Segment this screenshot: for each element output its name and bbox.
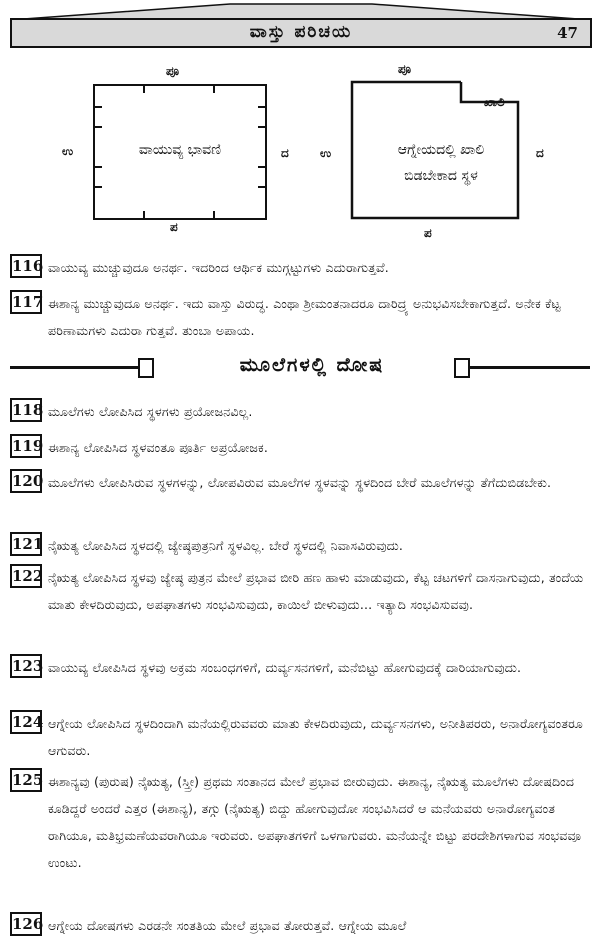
- page-number: 47: [557, 24, 578, 42]
- entry-text: ಈಶಾನ್ಯವು (ಪುರುಷ) ನೈಋತ್ಯ, (ಸ್ತ್ರೀ) ಪ್ರಥಮ ಸಂತಾನದ ಮೇಲೆ ಪ್ರಭಾವ ಬೀರುವುದು. ಈಶಾನ್ಯ, ನೈಋತ್ಯ ಮೂಲೆಗಳು ದೋಷದಿಂದ ಕೂಡಿದ್ದರೆ ಅಂದರೆ ಎತ್ತರ (ಈಶಾನ್ಯ), ತಗ್ಗು (ನೈಋತ್ಯ) ಬಿದ್ದು ಹೋಗುವುದೋ ಸಂಭವಿಸಿದರೆ ಆ ಮನೆಯವರು ಅನಾರೋಗ್ಯವಂತ ರಾಗಿಯೂ, ಮತಿಭ್ರಮಣೆಯವರಾಗಿಯೂ ಇರುವರು. ಅಪಘಾತಗಳಿಗೆ ಒಳಗಾಗುವರು. ಮನೆಯನ್ನೇ ಬಿಟ್ಟು ಪರದೇಶಿಗಳಾಗುವ ಸಂಭವವೂ ಉಂಟು.: [48, 774, 582, 870]
- entry-text: ಆಗ್ನೇಯ ಲೋಪಿಸಿದ ಸ್ಥಳದಿಂದಾಗಿ ಮನೆಯಲ್ಲಿರುವವರು ಮಾತು ಕೇಳದಿರುವುದು, ದುರ್ವ್ಯಸನಗಳು, ಅನೀತಿಪರರು, ಅನಾರೋಗ್ಯವಂತರೂ ಆಗುವರು.: [48, 716, 583, 758]
- page-title: ವಾಸ್ತು ಪರಿಚಯ: [249, 22, 353, 42]
- entry-number: 126: [10, 912, 42, 936]
- diagram-right-label-line1: ಆಗ್ನೇಯದಲ್ಲಿ ಖಾಲಿ: [397, 142, 485, 158]
- entry-118: [10, 398, 592, 425]
- entry-117: [10, 290, 592, 344]
- direction-east: ದ: [281, 146, 289, 160]
- entry-number: 125: [10, 768, 42, 792]
- entry-text: ವಾಯುವ್ಯ ಮುಚ್ಚುವುದೂ ಅನರ್ಥ. ಇದರಿಂದ ಆರ್ಥಿಕ ಮುಗ್ಗಟ್ಟುಗಳು ಎದುರಾಗುತ್ತವೆ.: [48, 260, 389, 275]
- entry-number: 118: [10, 398, 42, 422]
- entry-number: 124: [10, 710, 42, 734]
- direction-east: ದ: [536, 146, 544, 160]
- entry-124: [10, 710, 592, 764]
- entry-number: 120: [10, 469, 42, 493]
- entry-text: ಮೂಲೆಗಳು ಲೋಪಿಸಿದ ಸ್ಥಳಗಳು ಪ್ರಯೋಜನವಿಲ್ಲ.: [48, 404, 253, 419]
- direction-north: ಪೂ: [398, 62, 411, 76]
- entry-123: [10, 654, 592, 681]
- direction-north: ಪೂ: [166, 64, 179, 78]
- heading-square-left: [138, 358, 154, 378]
- entry-126: [10, 912, 592, 939]
- entry-text: ವಾಯುವ್ಯ ಲೋಪಿಸಿದ ಸ್ಥಳವು ಅಕ್ರಮ ಸಂಬಂಧಗಳಿಗೆ, ದುರ್ವ್ಯಸನಗಳಿಗೆ, ಮನೆಬಿಟ್ಟು ಹೋಗುವುದಕ್ಕೆ ದಾರಿಯಾಗುವುದು.: [48, 660, 522, 675]
- corner-empty-label: ಖಾಲಿ: [484, 95, 505, 109]
- diagram-right-label: [366, 137, 516, 189]
- section-heading: [8, 350, 592, 384]
- entry-number: 121: [10, 532, 42, 556]
- entry-text: ಈಶಾನ್ಯ ಮುಚ್ಚುವುದೂ ಅನರ್ಥ. ಇದು ವಾಸ್ತು ವಿರುದ್ಧ. ಎಂಥಾ ಶ್ರೀಮಂತನಾದರೂ ದಾರಿದ್ರ್ಯ ಅನುಭವಿಸಬೇಕಾಗುತ್ತದೆ. ಅನೇಕ ಕೆಟ್ಟ ಪರಿಣಾಮಗಳು ಎದುರಾ ಗುತ್ತವೆ. ತುಂಬಾ ಅಪಾಯ.: [48, 296, 561, 338]
- diagram-left-label: ವಾಯುವ್ಯ ಭಾವಣಿ: [95, 142, 265, 158]
- heading-square-right: [454, 358, 470, 378]
- entry-text: ನೈಋತ್ಯ ಲೋಪಿಸಿದ ಸ್ಥಳವು ಜ್ಯೇಷ್ಠ ಪುತ್ರನ ಮೇಲೆ ಪ್ರಭಾವ ಬೀರಿ ಹಣ ಹಾಳು ಮಾಡುವುದು, ಕೆಟ್ಟ ಚಟಗಳಿಗೆ ದಾಸನಾಗುವುದು, ತಂದೆಯ ಮಾತು ಕೇಳದಿರುವುದು, ಅಪಘಾತಗಳು ಸಂಭವಿಸುವುದು, ಕಾಯಿಲೆ ಬೀಳುವುದು... ಇತ್ಯಾದಿ ಸಂಭವಿಸುವವು.: [48, 570, 584, 612]
- entry-number: 116: [10, 254, 42, 278]
- diagram-right-label-line2: ಬಿಡಬೇಕಾದ ಸ್ಥಳ: [404, 168, 478, 184]
- plot-box-left: [93, 84, 267, 220]
- entry-122: [10, 564, 592, 618]
- entry-120: [10, 469, 592, 496]
- direction-south: ಪ: [170, 220, 178, 234]
- page-header: [10, 18, 592, 48]
- direction-west: ಉ: [62, 144, 74, 158]
- entry-number: 119: [10, 434, 42, 458]
- entry-text: ಈಶಾನ್ಯ ಲೋಪಿಸಿದ ಸ್ಥಳವಂತೂ ಪೂರ್ತಿ ಅಪ್ರಯೋಜಕ.: [48, 440, 269, 455]
- entry-116: [10, 254, 592, 281]
- direction-west: ಉ: [320, 146, 332, 160]
- direction-south: ಪ: [424, 226, 432, 240]
- section-title: ಮೂಲೆಗಳಲ್ಲಿ ದೋಷ: [239, 354, 385, 376]
- entry-119: [10, 434, 592, 461]
- entry-number: 123: [10, 654, 42, 678]
- entry-121: [10, 532, 592, 559]
- entry-text: ಆಗ್ನೇಯ ದೋಷಗಳು ಎರಡನೇ ಸಂತತಿಯ ಮೇಲೆ ಪ್ರಭಾವ ತೋರುತ್ತವೆ. ಆಗ್ನೇಯ ಮೂಲೆ: [48, 918, 407, 933]
- entry-number: 117: [10, 290, 42, 314]
- entry-text: ಮೂಲೆಗಳು ಲೋಪಿಸಿರುವ ಸ್ಥಳಗಳನ್ನು, ಲೋಪವಿರುವ ಮೂಲೆಗಳ ಸ್ಥಳವನ್ನು ಸ್ಥಳದಿಂದ ಬೇರೆ ಮೂಲೆಗಳನ್ನು ತೆಗೆದುಬಿಡಬೇಕು.: [48, 475, 552, 490]
- entry-text: ನೈಋತ್ಯ ಲೋಪಿಸಿದ ಸ್ಥಳದಲ್ಲಿ ಜ್ಯೇಷ್ಠಪುತ್ರನಿಗೆ ಸ್ಥಳವಿಲ್ಲ. ಬೇರೆ ಸ್ಥಳದಲ್ಲಿ ನಿವಾಸವಿರುವುದು.: [48, 538, 404, 553]
- entry-125: [10, 768, 592, 876]
- entry-number: 122: [10, 564, 42, 588]
